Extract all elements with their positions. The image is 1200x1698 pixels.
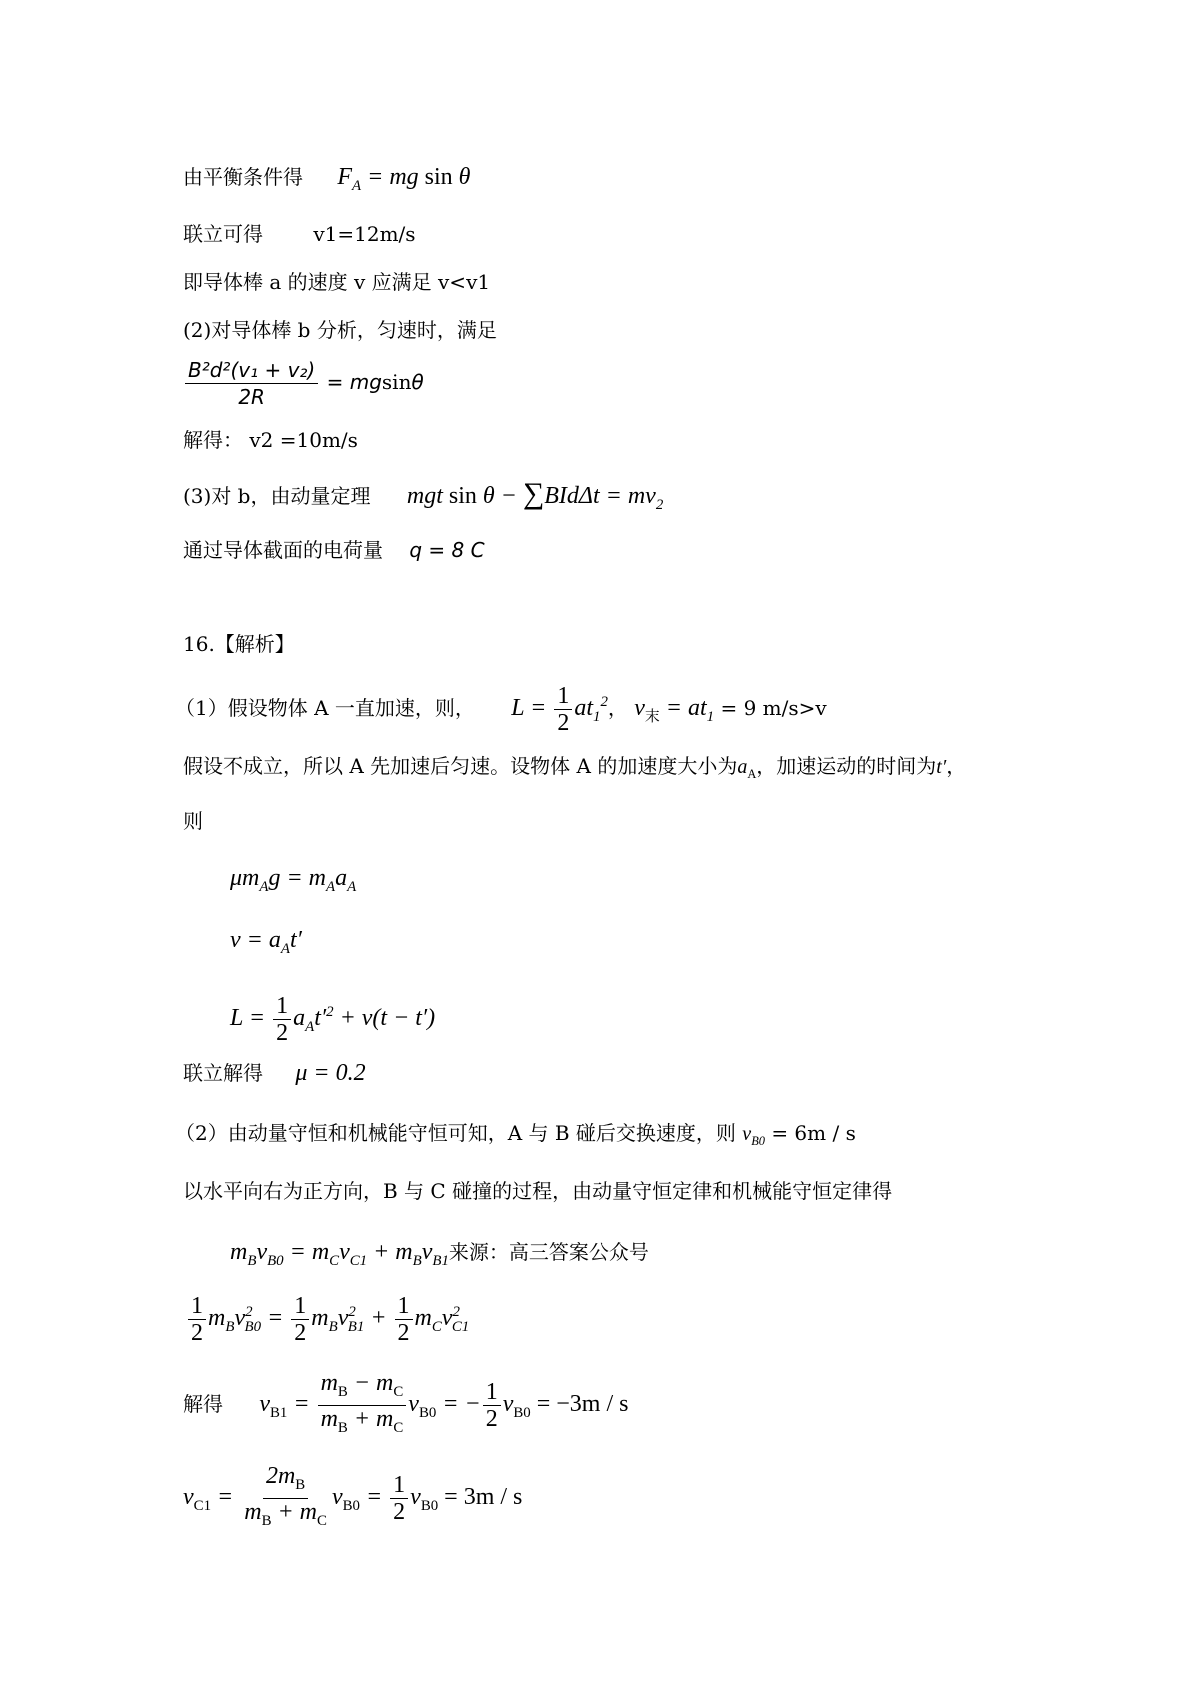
charge-line [183, 536, 485, 564]
assumption-line: 假设不成立，所以 A 先加速后匀速。设物体 A 的加速度大小为$a_A$，加速运动的时间为t′， [183, 754, 967, 781]
charge-value: q = 8 C [409, 538, 485, 562]
balance-label: 由平衡条件得 [183, 165, 303, 189]
part1-line: （1）假设物体 A 一直加速，则， L = $\frac{1}{2}$ $at_1^2$， $v_末 = at_1 = 9$ m/s>v [175, 683, 827, 736]
part2-line [175, 1119, 856, 1155]
friction-equation: $\mu m_Ag = m_Aa_A$ [230, 865, 357, 895]
energy-equation: $\frac{1}{2}$ $m_Bv^2_{B0}$ = $\frac{1}{2}$ $m_Bv^2_{B1}$ + $\frac{1}{2}$ $m_Cv^2_{C1}$ [186, 1293, 469, 1346]
vb0-symbol: $v_{B0}$ [742, 1123, 765, 1148]
mu-line [183, 1059, 366, 1087]
v-end-equation: $v_末 = at_1$ [634, 695, 715, 725]
v2-line [183, 426, 358, 454]
v1-value: v1=12m/s [313, 222, 416, 246]
part2-intro: （2）由动量守恒和机械能守恒可知，A 与 B 碰后交换速度，则 [175, 1121, 736, 1145]
mu-value: μ = 0.2 [295, 1060, 366, 1086]
condition-line: 即导体棒 a 的速度 v 应满足 v<v1 [183, 270, 491, 294]
vb1-result: = −3m / s [536, 1390, 629, 1417]
part3-line [183, 477, 664, 519]
vc1-equation: $v_{C1}$ = $\frac{2m_B}{m_B + m_C}$ $v_{B0}$ = $\frac{1}{2}$ $v_{B0} = 3m / s$ [183, 1463, 523, 1529]
balance-line [183, 163, 470, 200]
combine-label: 联立可得 [183, 222, 263, 246]
direction-line: 以水平向右为正方向，B 与 C 碰撞的过程，由动量守恒定律和机械能守恒定律得 [183, 1179, 893, 1203]
then-label: 则 [183, 809, 203, 833]
part2-intro: (2)对导体棒 b 分析，匀速时，满足 [183, 318, 497, 342]
section16-heading: 16.【解析】 [183, 632, 295, 656]
accel-time-text: ，加速运动的时间为 [756, 754, 937, 778]
balance-equation: $F_A$ = mg sin θ [337, 164, 471, 194]
vb1-line [183, 1370, 628, 1441]
part3-intro: (3)对 b，由动量定理 [183, 484, 371, 508]
distance-equation: L = $\frac{1}{2}$ $at_1^2$ [511, 683, 608, 736]
length-equation: L = $\frac{1}{2}$ $a_At'^2 + v(t - t')$ [230, 993, 436, 1046]
vb0-value: = 6m / s [771, 1121, 856, 1145]
emf-equation: $\frac{\text{B²d²(v₁ + v₂)}}{2R}$ = mgsinθ [183, 357, 424, 410]
charge-label: 通过导体截面的电荷量 [183, 538, 383, 562]
momentum-theorem-equation: mgt $\sin \theta - \sum BId\Delta t = mv_2$ [406, 477, 664, 513]
vc1-line [183, 1463, 522, 1534]
momentum-line [230, 1238, 649, 1275]
v-end-result: = 9 m/s>v [720, 696, 827, 721]
solve-label: 解得： [183, 428, 243, 452]
assumption-text: 假设不成立，所以 A 先加速后匀速。设物体 A 的加速度大小为 [183, 754, 738, 778]
v2-result: v2 =10m/s [249, 428, 358, 452]
solve-label-2: 解得 [183, 1391, 223, 1416]
time-symbol: t′ [936, 756, 947, 778]
momentum-equation: $m_Bv_{B0} = m_Cv_{C1} + m_Bv_{B1}$ [230, 1239, 449, 1269]
combine-solve-label: 联立解得 [183, 1061, 263, 1085]
part1-intro: （1）假设物体 A 一直加速，则， [175, 696, 475, 721]
vb1-equation: $v_{B1}$ = $\frac{m_B - m_C}{m_B + m_C}$ $v_{B0}$ = − $\frac{1}{2}$ $v_{B0} = -3m / s$ [259, 1370, 629, 1436]
velocity-equation: $v = a_At'$ [230, 927, 302, 957]
accel-symbol: $a_A$ [737, 756, 757, 781]
combine-line [183, 220, 416, 248]
vc1-result: = 3m / s [444, 1483, 523, 1510]
source-note: 来源：高三答案公众号 [448, 1240, 649, 1264]
